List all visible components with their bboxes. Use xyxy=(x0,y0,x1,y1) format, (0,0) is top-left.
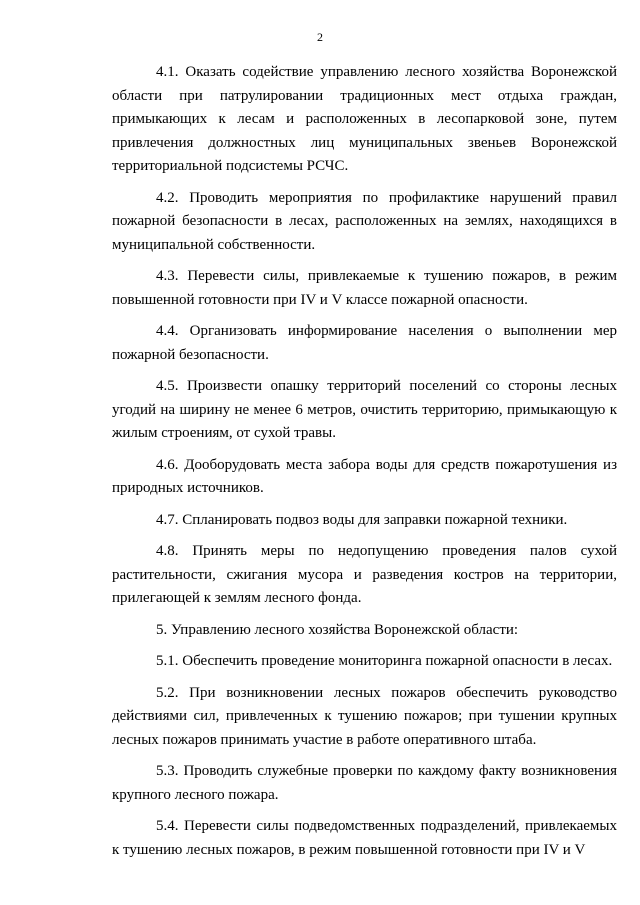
paragraph-4-7: 4.7. Спланировать подвоз воды для заправки пожарной техники. xyxy=(156,511,568,528)
document-body xyxy=(112,61,617,870)
paragraph-4-5: 4.5. Произвести опашку территорий поселений со стороны лесных угодий на ширину не менее 6 метров, очистить территорию, примыкающую к жилым строениям, от сухой травы. xyxy=(112,378,617,441)
paragraph-4-3: 4.3. Перевести силы, привлекаемые к тушению пожаров, в режим повышенной готовности при IV и V классе пожарной опасности. xyxy=(112,268,617,308)
paragraph-4-4: 4.4. Организовать информирование населения о выполнении мер пожарной безопасности. xyxy=(112,323,617,363)
paragraph-4-2: 4.2. Проводить мероприятия по профилактике нарушений правил пожарной безопасности в лесах, расположенных на землях, находящихся в муниципальной собственности. xyxy=(112,189,617,253)
paragraph-5-4: 5.4. Перевести силы подведомственных подразделений, привлекаемых к тушению лесных пожаров, в режим повышенной готовности при IV и V xyxy=(112,818,617,858)
paragraph-5-1: 5.1. Обеспечить проведение мониторинга пожарной опасности в лесах. xyxy=(156,653,613,669)
paragraph-5-2: 5.2. При возникновении лесных пожаров обеспечить руководство действиями сил, привлеченных к тушению пожаров; при тушении крупных лесных пожаров принимать участие в работе оперативного штаба. xyxy=(112,684,617,748)
paragraph-5-3: 5.3. Проводить служебные проверки по каждому факту возникновения крупного лесного пожара. xyxy=(112,763,617,803)
paragraph-4-1: 4.1. Оказать содействие управлению лесного хозяйства Воронежской области при патрулировании традиционных мест отдыха граждан, примыкающих к лесам и расположенных в лесопарковой зоне, путем привлечения должностных лиц муниципальных звеньев Воронежской территориальной подсистемы РСЧС. xyxy=(112,64,617,174)
paragraph-4-8: 4.8. Принять меры по недопущению проведения палов сухой растительности, сжигания мусора и разведения костров на территории, прилегающей к землям лесного фонда. xyxy=(112,543,617,606)
page-number: 2 xyxy=(317,30,323,44)
paragraph-4-6: 4.6. Дооборудовать места забора воды для средств пожаротушения из природных источников. xyxy=(112,456,617,496)
paragraph-5: 5. Управлению лесного хозяйства Воронежской области: xyxy=(156,621,519,638)
